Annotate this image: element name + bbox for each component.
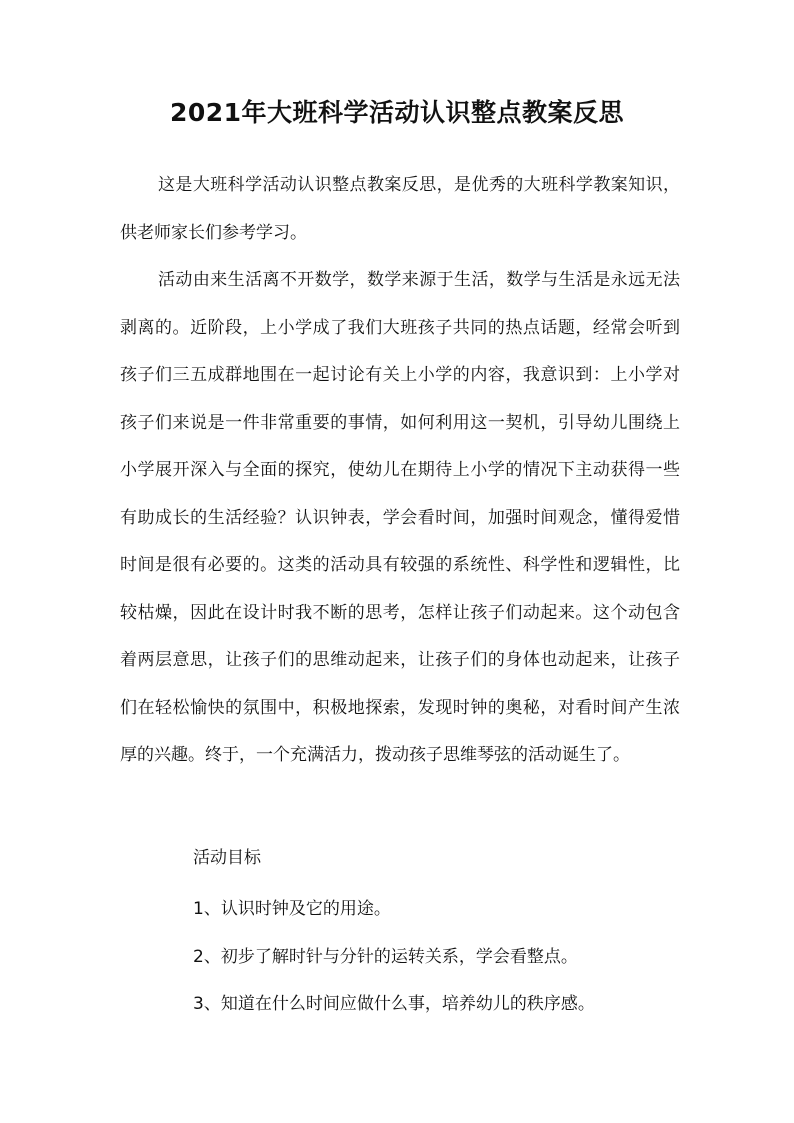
goal-item: 3、知道在什么时间应做什么事，培养幼儿的秩序感。 — [193, 994, 595, 1014]
goals-heading: 活动目标 — [193, 848, 261, 868]
page-title: 2021年大班科学活动认识整点教案反思 — [169, 98, 625, 127]
intro-paragraph: 这是大班科学活动认识整点教案反思，是优秀的大班科学教案知识，供老师家长们参考学习。 — [120, 175, 680, 243]
goal-item: 1、认识时钟及它的用途。 — [193, 899, 391, 919]
goal-item: 2、初步了解时针与分针的运转关系，学会看整点。 — [193, 947, 578, 967]
background-paragraph: 活动由来生活离不开数学，数学来源于生活，数学与生活是永远无法剥离的。近阶段，上小学成了我们大班孩子共同的热点话题，经常会听到孩子们三五成群地围在一起讨论有关上小学的内容，我意识到：上小学对孩子们来说是一件非常重要的事情，如何利用这一契机，引导幼儿围绕上小学展开深入与全面的探究，使幼儿在期待上小学的情况下主动获得一些有助成长的生活经验？认识钟表，学会看时间，加强时间观念，懂得爱惜时间是很有必要的。这类的活动具有较强的系统性、科学性和逻辑性，比较枯燥，因此在设计时我不断的思考，怎样让孩子们动起来。这个动包含着两层意思，让孩子们的思维动起来，让孩子们的身体也动起来，让孩子们在轻松愉快的氛围中，积极地探索，发现时钟的奥秘，对看时间产生浓厚的兴趣。终于，一个充满活力，拨动孩子思维琴弦的活动诞生了。 — [120, 270, 680, 765]
